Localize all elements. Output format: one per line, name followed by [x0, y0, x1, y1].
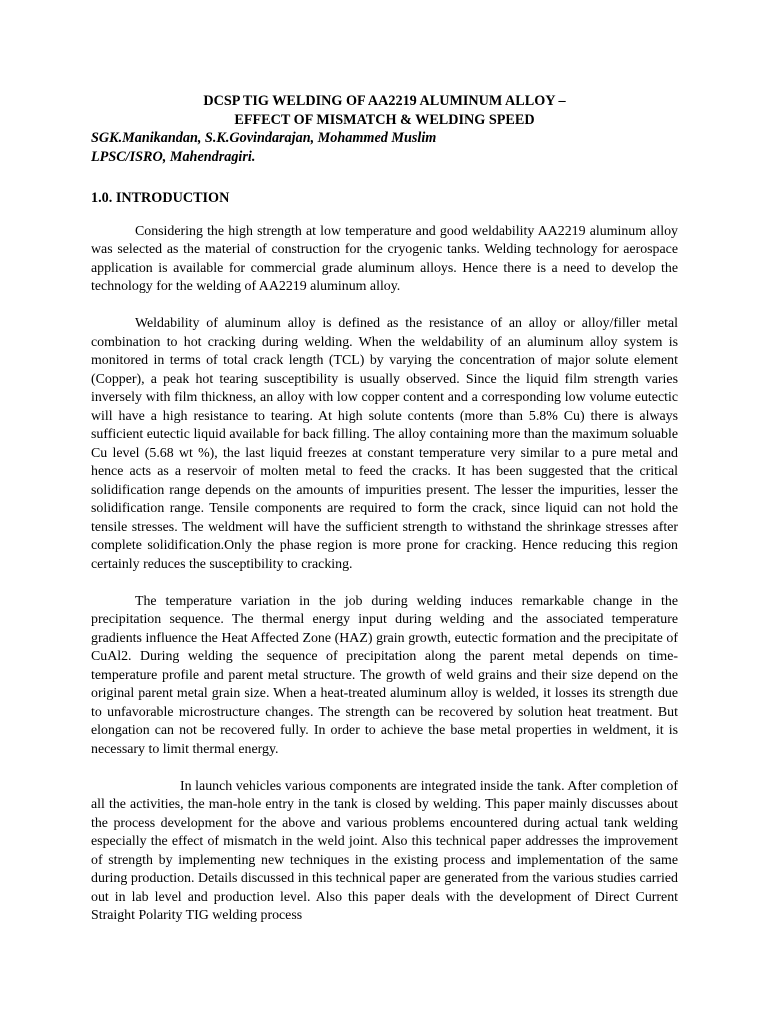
paragraph-2: Weldability of aluminum alloy is defined as the resistance of an alloy or alloy/filler metal combination to hot cracking during welding. When the weldability of an aluminum alloy system is monitored in terms of total crack length (TCL) by varying the concentration of major solute element (Copper), a peak hot tearing susceptibility is usually observed. Since the liquid film strength varies inversely with film thickness, an alloy with low copper content and a corresponding low volume eutectic will have a high resistance to tearing. At high solute contents (more than 5.8% Cu) there is always sufficient eutectic liquid available for back filling. The alloy containing more than the maximum soluable Cu level (5.68 wt %), the last liquid freezes at constant temperature very similar to a pure metal and hence acts as a reservoir of molten metal to feed the cracks. It has been suggested that the critical solidification range depends on the amounts of impurities present. The lesser the impurities, lesser the solidification range. Tensile components are required to form the crack, since liquid can not hold the tensile stresses. The weldment will have the sufficient strength to withstand the shrinkage stresses after complete solidification.Only the phase region is more prone for cracking. Hence reducing this region certainly reduces the susceptibility to cracking. [91, 316, 678, 572]
paragraph-3: The temperature variation in the job during welding induces remarkable change in the precipitation sequence. The thermal energy input during welding and the associated temperature gradients influence the Heat Affected Zone (HAZ) grain growth, eutectic formation and the precipitate of CuAl2. During welding the sequence of precipitation along the parent metal depends on time-temperature profile and parent metal structure. The growth of weld grains and their size depend on the original parent metal grain size. When a heat-treated aluminum alloy is welded, it losses its strength due to unfavorable microstructure changes. The strength can be recovered by solution heat treatment. But elongation can not be recovered fully. In order to achieve the base metal properties in weldment, it is necessary to limit thermal energy. [91, 593, 678, 757]
paragraph-4: In launch vehicles various components are integrated inside the tank. After completion of all the activities, the man-hole entry in the tank is closed by welding. This paper mainly discusses about the process development for the above and various problems encountered during actual tank welding especially the effect of mismatch in the weld joint. Also this technical paper addresses the improvement of strength by implementing new techniques in the existing process and implementation of the same during production. Details discussed in this technical paper are generated from the various studies carried out in lab level and production level. Also this paper deals with the development of Direct Current Straight Polarity TIG welding process [91, 778, 678, 923]
section-heading-introduction: 1.0. INTRODUCTION [91, 190, 230, 206]
document-page [91, 92, 678, 944]
paragraph-1: Considering the high strength at low temperature and good weldability AA2219 aluminum alloy was selected as the material of construction for the cryogenic tanks. Welding technology for aerospace application is available for commercial grade aluminum alloys. Hence there is a need to develop the technology for the welding of AA2219 aluminum alloy. [91, 223, 678, 294]
paper-affiliation: LPSC/ISRO, Mahendragiri. [91, 148, 256, 165]
paper-authors: SGK.Manikandan, S.K.Govindarajan, Mohammed Muslim [91, 130, 437, 146]
paper-title-line-1: DCSP TIG WELDING OF AA2219 ALUMINUM ALLOY – [203, 93, 566, 109]
paper-title-line-2: EFFECT OF MISMATCH & WELDING SPEED [234, 111, 535, 128]
